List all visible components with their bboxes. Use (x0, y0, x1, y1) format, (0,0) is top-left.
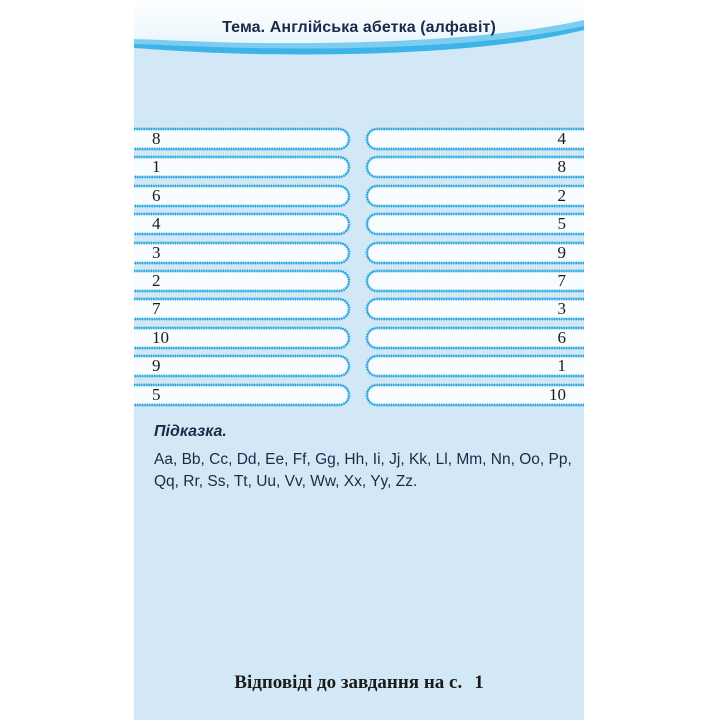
right-match-row (365, 241, 584, 265)
right-match-row (365, 383, 584, 407)
left-match-row (134, 241, 351, 265)
left-match-row (134, 326, 351, 350)
right-row-number: 10 (549, 384, 566, 404)
right-match-row (365, 297, 584, 321)
left-match-row (134, 127, 351, 151)
answers-page-number: 1 (474, 672, 484, 693)
left-row-number: 3 (152, 242, 161, 262)
right-row-number: 6 (557, 327, 566, 347)
left-match-row (134, 184, 351, 208)
write-line-shape (365, 184, 584, 208)
right-match-row (365, 354, 584, 378)
left-row-number: 10 (152, 327, 169, 347)
answers-text: Відповіді до завдання на с. (234, 672, 463, 693)
right-row-number: 5 (557, 214, 566, 234)
matching-rows (134, 0, 584, 720)
left-match-row (134, 297, 351, 321)
write-line-shape (134, 241, 351, 265)
right-match-row (365, 127, 584, 151)
worksheet-card (134, 0, 584, 720)
right-row-number: 9 (557, 242, 566, 262)
right-match-row (365, 212, 584, 236)
write-line-shape (134, 297, 351, 321)
left-match-row (134, 155, 351, 179)
write-line-shape (365, 241, 584, 265)
hint-label: Підказка. (154, 423, 227, 440)
right-row-number: 1 (557, 356, 566, 376)
left-row-number: 2 (152, 271, 161, 290)
write-line-shape (365, 127, 584, 151)
write-line-shape (134, 269, 351, 293)
write-line-shape (134, 212, 351, 236)
answers-footer (134, 672, 584, 694)
left-match-row (134, 212, 351, 236)
hint-alphabet: Aa, Bb, Cc, Dd, Ee, Ff, Gg, Hh, Ii, Jj, Kk, Ll, Mm, Nn, Oo, Pp, Qq, Rr, Ss, Tt, Uu, Vv, Ww, Xx, Yy, Zz. (154, 451, 572, 490)
write-line-shape (134, 127, 351, 151)
left-match-row (134, 269, 351, 293)
left-match-row (134, 354, 351, 378)
right-match-row (365, 155, 584, 179)
write-line-shape (365, 269, 584, 293)
write-line-shape (365, 354, 584, 378)
left-row-number: 6 (152, 185, 161, 205)
write-line-shape (365, 297, 584, 321)
right-match-row (365, 326, 584, 350)
write-line-shape (365, 155, 584, 179)
right-row-number: 4 (557, 129, 566, 148)
page-title: Тема. Англійська абетка (алфавіт) (222, 19, 496, 36)
right-row-number: 3 (557, 299, 566, 319)
right-match-row (365, 184, 584, 208)
write-line-shape (134, 383, 351, 407)
write-line-shape (134, 155, 351, 179)
left-row-number: 8 (152, 129, 161, 148)
right-row-number: 8 (557, 157, 566, 177)
right-match-row (365, 269, 584, 293)
write-line-shape (134, 184, 351, 208)
left-row-number: 9 (152, 356, 161, 376)
left-row-number: 1 (152, 157, 161, 177)
right-row-number: 2 (557, 185, 566, 205)
left-row-number: 4 (152, 214, 161, 234)
left-row-number: 5 (152, 384, 161, 404)
write-line-shape (365, 326, 584, 350)
right-row-number: 7 (557, 271, 566, 290)
left-match-row (134, 383, 351, 407)
left-row-number: 7 (152, 299, 161, 319)
write-line-shape (365, 212, 584, 236)
write-line-shape (134, 354, 351, 378)
